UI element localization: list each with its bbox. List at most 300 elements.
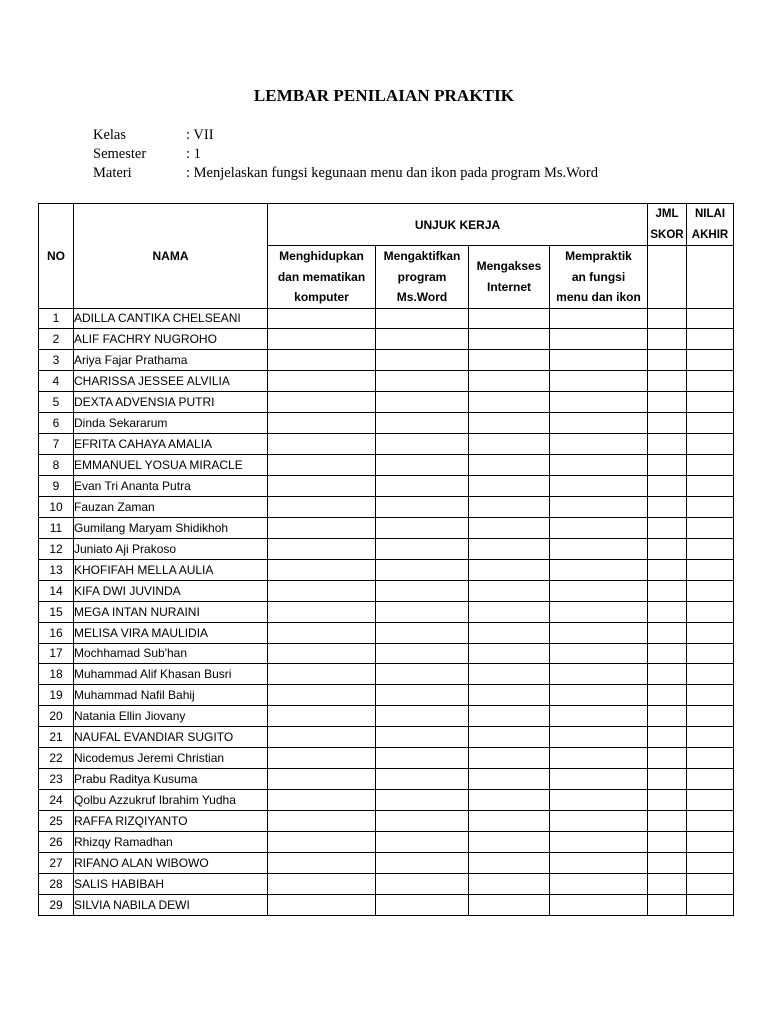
score-cell-criteria-2 <box>376 873 469 894</box>
table-row <box>39 308 734 329</box>
score-cell-jml-skor <box>648 434 687 455</box>
score-cell-criteria-4 <box>550 476 648 497</box>
score-cell-criteria-2 <box>376 727 469 748</box>
score-cell-criteria-3 <box>469 706 550 727</box>
score-cell-criteria-4 <box>550 852 648 873</box>
score-cell-criteria-4 <box>550 455 648 476</box>
student-name: Prabu Raditya Kusuma <box>74 769 268 790</box>
score-cell-criteria-3 <box>469 329 550 350</box>
row-number: 27 <box>39 852 74 873</box>
score-cell-criteria-4 <box>550 413 648 434</box>
student-name: MEGA INTAN NURAINI <box>74 601 268 622</box>
score-cell-criteria-2 <box>376 392 469 413</box>
score-cell-criteria-2 <box>376 685 469 706</box>
row-number: 19 <box>39 685 74 706</box>
student-name: Gumilang Maryam Shidikhoh <box>74 517 268 538</box>
table-row <box>39 392 734 413</box>
score-cell-nilai-akhir <box>687 727 734 748</box>
score-cell-criteria-1 <box>268 580 376 601</box>
score-cell-nilai-akhir <box>687 559 734 580</box>
score-cell-criteria-2 <box>376 434 469 455</box>
score-cell-nilai-akhir <box>687 894 734 915</box>
score-cell-criteria-1 <box>268 455 376 476</box>
table-row <box>39 580 734 601</box>
score-cell-criteria-2 <box>376 559 469 580</box>
info-row-materi <box>93 164 598 183</box>
score-cell-criteria-4 <box>550 622 648 643</box>
info-label: Materi <box>93 165 132 181</box>
score-cell-criteria-4 <box>550 580 648 601</box>
student-name: Muhammad Nafil Bahij <box>74 685 268 706</box>
score-cell-criteria-1 <box>268 643 376 664</box>
criteria-line: Internet <box>486 279 531 294</box>
table-row <box>39 706 734 727</box>
header-row-top <box>39 204 734 246</box>
score-cell-criteria-4 <box>550 811 648 832</box>
score-cell-nilai-akhir <box>687 685 734 706</box>
score-cell-jml-skor <box>648 873 687 894</box>
score-cell-jml-skor <box>648 308 687 329</box>
score-cell-criteria-1 <box>268 350 376 371</box>
student-name: RAFFA RIZQIYANTO <box>74 811 268 832</box>
score-cell-criteria-4 <box>550 727 648 748</box>
score-cell-jml-skor <box>648 601 687 622</box>
row-number: 8 <box>39 455 74 476</box>
score-cell-jml-skor <box>648 831 687 852</box>
student-name: EMMANUEL YOSUA MIRACLE <box>74 455 268 476</box>
table-row <box>39 727 734 748</box>
score-cell-criteria-3 <box>469 538 550 559</box>
student-name: Ariya Fajar Prathama <box>74 350 268 371</box>
info-value: : 1 <box>186 146 201 162</box>
score-cell-criteria-3 <box>469 790 550 811</box>
row-number: 11 <box>39 517 74 538</box>
table-row <box>39 852 734 873</box>
score-cell-jml-skor <box>648 727 687 748</box>
score-cell-nilai-akhir <box>687 811 734 832</box>
table-row <box>39 434 734 455</box>
score-cell-criteria-3 <box>469 748 550 769</box>
score-cell-nilai-akhir <box>687 748 734 769</box>
score-cell-criteria-4 <box>550 308 648 329</box>
score-cell-criteria-3 <box>469 434 550 455</box>
score-cell-criteria-2 <box>376 831 469 852</box>
info-label: Semester <box>93 146 147 162</box>
student-name: Qolbu Azzukruf Ibrahim Yudha <box>74 790 268 811</box>
score-cell-criteria-1 <box>268 329 376 350</box>
score-cell-criteria-1 <box>268 831 376 852</box>
student-name: SALIS HABIBAH <box>74 873 268 894</box>
score-cell-criteria-2 <box>376 496 469 517</box>
criteria-line: menu dan ikon <box>556 290 641 304</box>
score-cell-criteria-1 <box>268 559 376 580</box>
score-cell-criteria-1 <box>268 413 376 434</box>
row-number: 28 <box>39 873 74 894</box>
table-body <box>39 308 734 915</box>
score-cell-criteria-4 <box>550 894 648 915</box>
score-cell-criteria-2 <box>376 706 469 727</box>
table-row <box>39 748 734 769</box>
student-name: Rhizqy Ramadhan <box>74 831 268 852</box>
criteria-line: Menghidupkan <box>279 249 364 263</box>
row-number: 6 <box>39 413 74 434</box>
table-row <box>39 413 734 434</box>
score-cell-criteria-2 <box>376 601 469 622</box>
student-name: ALIF FACHRY NUGROHO <box>74 329 268 350</box>
score-cell-criteria-2 <box>376 476 469 497</box>
score-cell-jml-skor <box>648 329 687 350</box>
row-number: 15 <box>39 601 74 622</box>
score-cell-jml-skor <box>648 476 687 497</box>
score-cell-nilai-akhir <box>687 664 734 685</box>
score-cell-criteria-1 <box>268 790 376 811</box>
score-cell-nilai-akhir <box>687 350 734 371</box>
student-name: Nicodemus Jeremi Christian <box>74 748 268 769</box>
score-cell-criteria-1 <box>268 664 376 685</box>
student-name: Fauzan Zaman <box>74 496 268 517</box>
score-cell-jml-skor <box>648 769 687 790</box>
score-cell-criteria-2 <box>376 622 469 643</box>
row-number: 14 <box>39 580 74 601</box>
score-cell-criteria-3 <box>469 455 550 476</box>
score-cell-criteria-3 <box>469 894 550 915</box>
score-cell-jml-skor <box>648 894 687 915</box>
score-cell-criteria-4 <box>550 873 648 894</box>
score-cell-criteria-1 <box>268 811 376 832</box>
header-nilai-akhir-blank <box>687 246 734 309</box>
table-row <box>39 559 734 580</box>
score-cell-criteria-1 <box>268 727 376 748</box>
score-cell-nilai-akhir <box>687 413 734 434</box>
score-cell-jml-skor <box>648 748 687 769</box>
student-name: Muhammad Alif Khasan Busri <box>74 664 268 685</box>
score-cell-nilai-akhir <box>687 455 734 476</box>
score-cell-nilai-akhir <box>687 706 734 727</box>
document-info <box>93 126 598 183</box>
score-cell-criteria-3 <box>469 727 550 748</box>
score-cell-criteria-2 <box>376 350 469 371</box>
score-cell-criteria-4 <box>550 643 648 664</box>
row-number: 7 <box>39 434 74 455</box>
header-jml-skor-line: SKOR <box>650 228 684 241</box>
info-label: Kelas <box>93 127 127 143</box>
criteria-line: komputer <box>294 290 349 304</box>
score-cell-jml-skor <box>648 643 687 664</box>
table-row <box>39 371 734 392</box>
score-cell-jml-skor <box>648 455 687 476</box>
row-number: 25 <box>39 811 74 832</box>
score-cell-nilai-akhir <box>687 580 734 601</box>
table-row <box>39 790 734 811</box>
score-cell-criteria-4 <box>550 831 648 852</box>
table-row <box>39 329 734 350</box>
criteria-line: Mengakses <box>476 259 542 274</box>
score-cell-criteria-2 <box>376 769 469 790</box>
score-cell-nilai-akhir <box>687 873 734 894</box>
header-criteria-3 <box>469 246 550 309</box>
score-cell-jml-skor <box>648 811 687 832</box>
table-row <box>39 643 734 664</box>
score-cell-criteria-4 <box>550 329 648 350</box>
score-cell-criteria-4 <box>550 790 648 811</box>
student-name: CHARISSA JESSEE ALVILIA <box>74 371 268 392</box>
header-criteria-4 <box>550 246 648 309</box>
score-cell-criteria-4 <box>550 664 648 685</box>
score-cell-criteria-3 <box>469 769 550 790</box>
score-cell-criteria-3 <box>469 685 550 706</box>
score-cell-criteria-1 <box>268 769 376 790</box>
score-cell-criteria-1 <box>268 748 376 769</box>
score-cell-criteria-1 <box>268 434 376 455</box>
row-number: 3 <box>39 350 74 371</box>
student-name: KIFA DWI JUVINDA <box>74 580 268 601</box>
score-cell-criteria-1 <box>268 894 376 915</box>
score-cell-criteria-4 <box>550 559 648 580</box>
score-cell-jml-skor <box>648 622 687 643</box>
student-name: Juniato Aji Prakoso <box>74 538 268 559</box>
table-row <box>39 769 734 790</box>
table-row <box>39 685 734 706</box>
student-name: Mochhamad Sub'han <box>74 643 268 664</box>
score-cell-jml-skor <box>648 685 687 706</box>
criteria-line: Mengaktifkan <box>383 249 461 263</box>
row-number: 2 <box>39 329 74 350</box>
table-row <box>39 496 734 517</box>
score-cell-criteria-2 <box>376 538 469 559</box>
row-number: 9 <box>39 476 74 497</box>
header-criteria-1 <box>268 246 376 309</box>
row-number: 4 <box>39 371 74 392</box>
score-cell-criteria-1 <box>268 496 376 517</box>
score-cell-nilai-akhir <box>687 643 734 664</box>
score-cell-nilai-akhir <box>687 434 734 455</box>
score-cell-criteria-2 <box>376 329 469 350</box>
score-cell-criteria-1 <box>268 685 376 706</box>
score-cell-nilai-akhir <box>687 392 734 413</box>
score-cell-criteria-2 <box>376 664 469 685</box>
score-cell-criteria-3 <box>469 308 550 329</box>
score-cell-criteria-3 <box>469 413 550 434</box>
score-cell-jml-skor <box>648 664 687 685</box>
score-cell-criteria-3 <box>469 622 550 643</box>
score-cell-jml-skor <box>648 538 687 559</box>
header-nilai-akhir-line: NILAI <box>694 208 726 220</box>
score-cell-nilai-akhir <box>687 308 734 329</box>
score-cell-criteria-2 <box>376 852 469 873</box>
student-name: Evan Tri Ananta Putra <box>74 476 268 497</box>
score-cell-criteria-1 <box>268 622 376 643</box>
row-number: 12 <box>39 538 74 559</box>
page-title: LEMBAR PENILAIAN PRAKTIK <box>253 86 515 105</box>
table-row <box>39 622 734 643</box>
score-cell-nilai-akhir <box>687 790 734 811</box>
score-cell-criteria-3 <box>469 392 550 413</box>
score-cell-criteria-1 <box>268 538 376 559</box>
student-name: Natania Ellin Jiovany <box>74 706 268 727</box>
info-value: : VII <box>186 127 214 143</box>
row-number: 29 <box>39 894 74 915</box>
score-cell-nilai-akhir <box>687 622 734 643</box>
score-cell-jml-skor <box>648 580 687 601</box>
row-number: 20 <box>39 706 74 727</box>
table-row <box>39 811 734 832</box>
score-cell-criteria-3 <box>469 517 550 538</box>
score-cell-nilai-akhir <box>687 517 734 538</box>
score-cell-nilai-akhir <box>687 852 734 873</box>
row-number: 24 <box>39 790 74 811</box>
header-nilai-akhir-line: AKHIR <box>691 228 729 241</box>
score-cell-criteria-1 <box>268 392 376 413</box>
header-jml-skor <box>648 204 687 246</box>
score-cell-criteria-2 <box>376 371 469 392</box>
criteria-line: Mempraktik <box>565 249 632 263</box>
score-cell-jml-skor <box>648 350 687 371</box>
score-cell-criteria-3 <box>469 601 550 622</box>
header-jml-skor-line: JML <box>655 208 679 220</box>
score-cell-criteria-1 <box>268 852 376 873</box>
score-cell-criteria-1 <box>268 476 376 497</box>
score-cell-nilai-akhir <box>687 476 734 497</box>
score-cell-nilai-akhir <box>687 831 734 852</box>
row-number: 16 <box>39 622 74 643</box>
student-name: RIFANO ALAN WIBOWO <box>74 852 268 873</box>
score-cell-criteria-4 <box>550 706 648 727</box>
score-cell-jml-skor <box>648 790 687 811</box>
table-row <box>39 601 734 622</box>
table-row <box>39 873 734 894</box>
criteria-line: program <box>397 269 447 284</box>
table-row <box>39 894 734 915</box>
row-number: 21 <box>39 727 74 748</box>
student-name: MELISA VIRA MAULIDIA <box>74 622 268 643</box>
row-number: 10 <box>39 496 74 517</box>
score-cell-criteria-2 <box>376 790 469 811</box>
score-cell-criteria-3 <box>469 664 550 685</box>
table-row <box>39 476 734 497</box>
student-name: Dinda Sekararum <box>74 413 268 434</box>
score-cell-criteria-2 <box>376 811 469 832</box>
score-cell-criteria-3 <box>469 580 550 601</box>
criteria-line: Ms.Word <box>396 290 448 304</box>
score-cell-jml-skor <box>648 392 687 413</box>
score-cell-criteria-3 <box>469 559 550 580</box>
score-cell-criteria-4 <box>550 392 648 413</box>
student-name: ADILLA CANTIKA CHELSEANI <box>74 308 268 329</box>
table-row <box>39 538 734 559</box>
score-cell-nilai-akhir <box>687 329 734 350</box>
score-cell-criteria-1 <box>268 308 376 329</box>
score-cell-criteria-3 <box>469 852 550 873</box>
info-value: : Menjelaskan fungsi kegunaan menu dan ikon pada program Ms.Word <box>186 165 598 181</box>
score-cell-criteria-2 <box>376 413 469 434</box>
score-cell-criteria-4 <box>550 350 648 371</box>
score-cell-criteria-3 <box>469 643 550 664</box>
score-cell-criteria-2 <box>376 894 469 915</box>
row-number: 26 <box>39 831 74 852</box>
score-cell-nilai-akhir <box>687 371 734 392</box>
table-row <box>39 517 734 538</box>
header-criteria-2 <box>376 246 469 309</box>
row-number: 22 <box>39 748 74 769</box>
score-cell-criteria-4 <box>550 434 648 455</box>
score-cell-criteria-3 <box>469 371 550 392</box>
score-cell-nilai-akhir <box>687 538 734 559</box>
score-cell-criteria-4 <box>550 517 648 538</box>
header-nilai-akhir <box>687 204 734 246</box>
table-row <box>39 664 734 685</box>
criteria-line: an fungsi <box>571 269 626 284</box>
score-cell-criteria-3 <box>469 873 550 894</box>
score-cell-criteria-4 <box>550 685 648 706</box>
score-cell-criteria-1 <box>268 371 376 392</box>
score-cell-criteria-3 <box>469 811 550 832</box>
score-cell-jml-skor <box>648 852 687 873</box>
header-no: NO <box>39 204 74 309</box>
info-row-kelas <box>93 126 598 145</box>
score-cell-criteria-3 <box>469 496 550 517</box>
student-name: KHOFIFAH MELLA AULIA <box>74 559 268 580</box>
assessment-table <box>38 203 734 916</box>
score-cell-criteria-4 <box>550 538 648 559</box>
score-cell-criteria-1 <box>268 873 376 894</box>
score-cell-criteria-2 <box>376 308 469 329</box>
score-cell-criteria-4 <box>550 496 648 517</box>
score-cell-criteria-4 <box>550 769 648 790</box>
score-cell-nilai-akhir <box>687 769 734 790</box>
score-cell-criteria-4 <box>550 371 648 392</box>
row-number: 23 <box>39 769 74 790</box>
score-cell-nilai-akhir <box>687 496 734 517</box>
table-row <box>39 455 734 476</box>
criteria-line: dan mematikan <box>277 269 366 284</box>
score-cell-jml-skor <box>648 706 687 727</box>
score-cell-jml-skor <box>648 371 687 392</box>
score-cell-criteria-2 <box>376 748 469 769</box>
score-cell-jml-skor <box>648 413 687 434</box>
score-cell-criteria-1 <box>268 601 376 622</box>
header-unjuk-kerja: UNJUK KERJA <box>268 204 648 246</box>
row-number: 18 <box>39 664 74 685</box>
table-row <box>39 831 734 852</box>
header-nama: NAMA <box>74 204 268 309</box>
info-row-semester <box>93 145 598 164</box>
row-number: 5 <box>39 392 74 413</box>
score-cell-jml-skor <box>648 496 687 517</box>
student-name: DEXTA ADVENSIA PUTRI <box>74 392 268 413</box>
row-number: 1 <box>39 308 74 329</box>
score-cell-criteria-3 <box>469 350 550 371</box>
student-name: EFRITA CAHAYA AMALIA <box>74 434 268 455</box>
header-jml-skor-blank <box>648 246 687 309</box>
score-cell-criteria-2 <box>376 643 469 664</box>
score-cell-criteria-4 <box>550 748 648 769</box>
row-number: 17 <box>39 643 74 664</box>
score-cell-criteria-2 <box>376 517 469 538</box>
table-row <box>39 350 734 371</box>
score-cell-criteria-1 <box>268 706 376 727</box>
score-cell-criteria-2 <box>376 580 469 601</box>
score-cell-criteria-3 <box>469 476 550 497</box>
row-number: 13 <box>39 559 74 580</box>
score-cell-criteria-3 <box>469 831 550 852</box>
student-name: NAUFAL EVANDIAR SUGITO <box>74 727 268 748</box>
score-cell-jml-skor <box>648 559 687 580</box>
score-cell-criteria-4 <box>550 601 648 622</box>
score-cell-criteria-2 <box>376 455 469 476</box>
score-cell-nilai-akhir <box>687 601 734 622</box>
score-cell-criteria-1 <box>268 517 376 538</box>
score-cell-jml-skor <box>648 517 687 538</box>
